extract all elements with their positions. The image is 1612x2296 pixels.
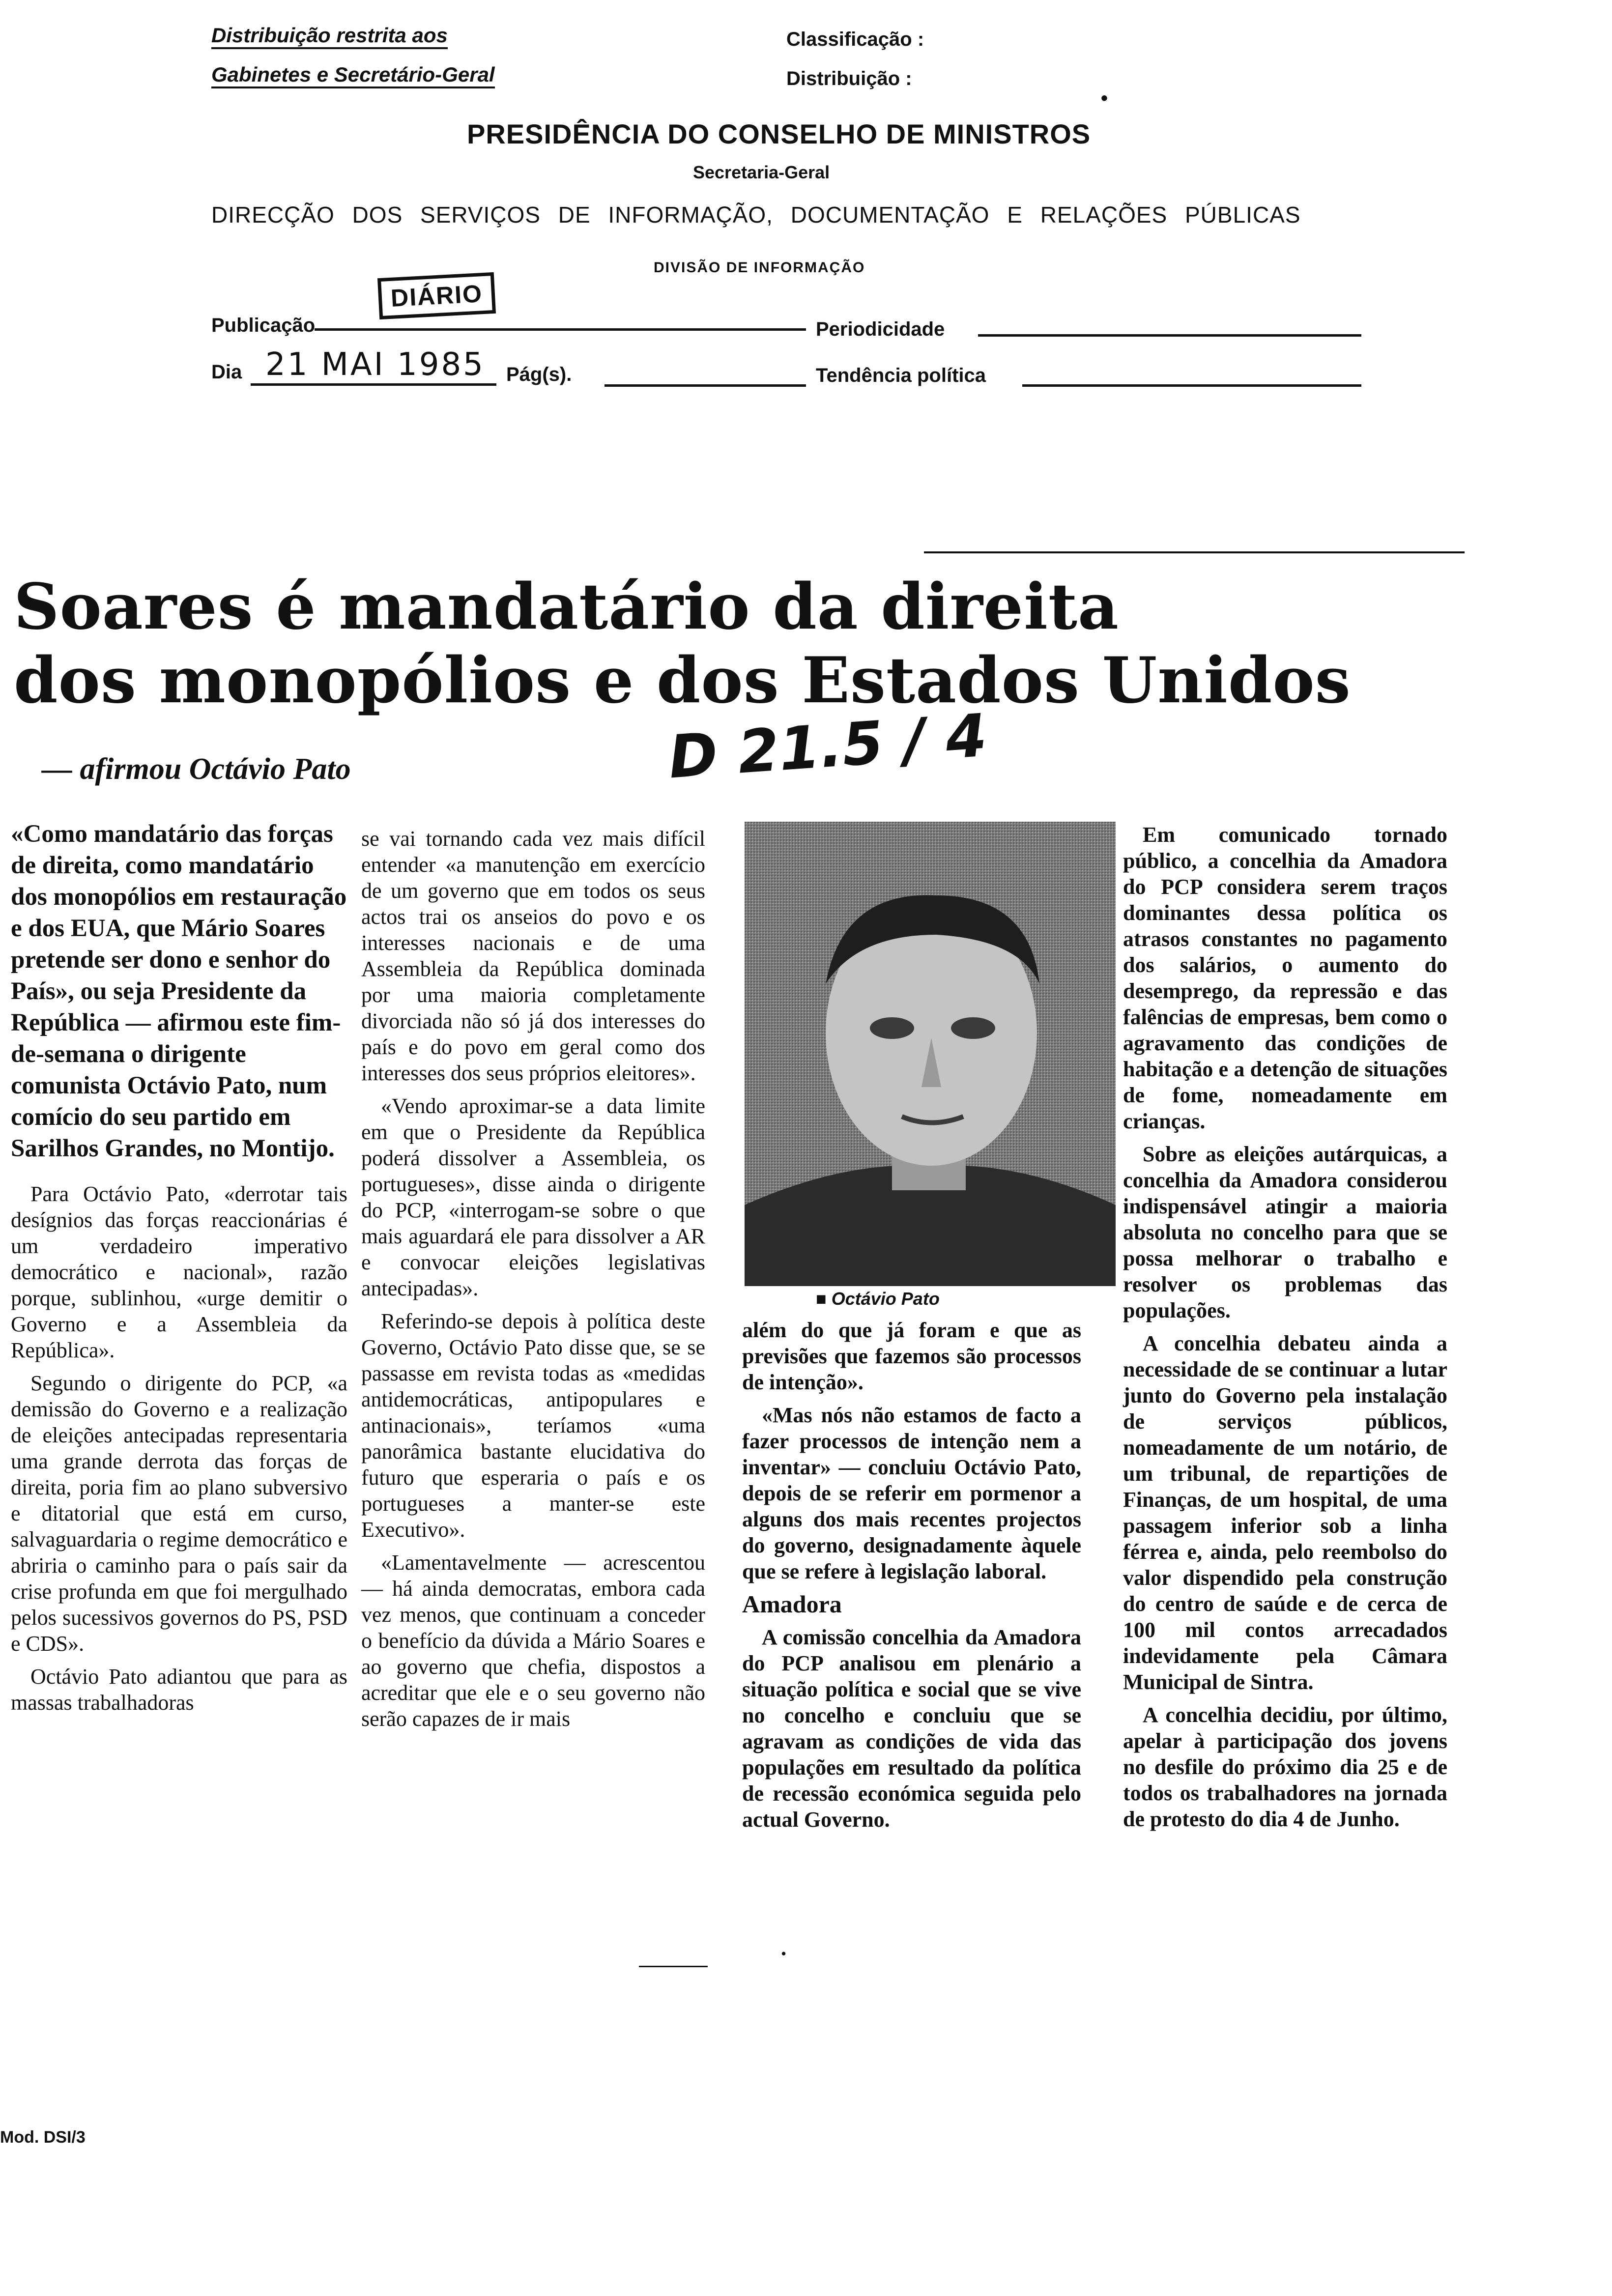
col1-paragraph: Para Octávio Pato, «derrotar tais desígnios das forças reaccionárias é um verdadeiro imperativo democrático e nacional», razão porque, sublinhou, «urge demitir o Governo e a Assembleia da República». bbox=[11, 1182, 347, 1362]
restricted-line-2: Gabinetes e Secretário-Geral bbox=[211, 63, 495, 88]
col4-paragraph: A concelhia decidiu, por último, apelar à participação dos jovens no desfile do próximo dia 25 e de todos os trabalhadores na jornada de protesto do dia 4 de Junho. bbox=[1123, 1703, 1447, 1831]
portrait-photo bbox=[745, 822, 1116, 1286]
col2-paragraph: se vai tornando cada vez mais difícil entender «a manutenção em exercício de um governo que em todos os seus actos trai os anseios do povo e os interesses nacionais e de uma Assembleia da República dominada por uma maioria completamente divorciada não só já dos interesses do país e do povo em geral como dos interesses dos seus próprios eleitores». bbox=[361, 827, 705, 1085]
divisao-label: DIVISÃO DE INFORMAÇÃO bbox=[654, 259, 865, 276]
dia-value: 21 MAI 1985 bbox=[265, 346, 485, 383]
form-code: Mod. DSI/3 bbox=[0, 2128, 86, 2147]
publicacao-stamp: DIÁRIO bbox=[377, 272, 496, 319]
photo-caption: ■ Octávio Pato bbox=[816, 1289, 940, 1309]
article-column-2 bbox=[361, 826, 705, 1739]
pag-line bbox=[604, 384, 806, 387]
headline-line-2: dos monopólios e dos Estados Unidos bbox=[14, 644, 1351, 718]
dia-label: Dia bbox=[211, 361, 242, 383]
col1-paragraph: Segundo o dirigente do PCP, «a demissão do Governo e a realização de eleições antecipadas representaria uma grande derrota das forças de direita, poria fim ao plano subversivo e ditatorial que está em curso, salvaguardaria o regime democrático e abriria o caminho para o país sair da crise profunda em que foi mergulhado pelos sucessivos governos do PS, PSD e CDS». bbox=[11, 1371, 347, 1656]
direccao-label: DIRECÇÃO DOS SERVIÇOS DE INFORMAÇÃO, DOCUMENTAÇÃO E RELAÇÕES PÚBLICAS bbox=[211, 202, 1301, 228]
portrait-illustration bbox=[745, 822, 1116, 1286]
subhead-amadora: Amadora bbox=[742, 1590, 842, 1618]
periodicidade-line bbox=[978, 334, 1361, 337]
tendencia-label: Tendência política bbox=[816, 365, 986, 386]
col2-end-rule bbox=[639, 1966, 708, 1967]
dia-line bbox=[251, 383, 496, 386]
article-column-1 bbox=[11, 818, 347, 1722]
article-column-4 bbox=[1123, 822, 1447, 1839]
document-title: PRESIDÊNCIA DO CONSELHO DE MINISTROS bbox=[467, 118, 1091, 149]
col4-paragraph: A concelhia debateu ainda a necessidade de se continuar a lutar junto do Governo pela instalação de serviços públicos, nomeadamente de um notário, de um tribunal, de repartições de Finanças, de um hospital, de uma passagem inferior sob a linha férrea e, ainda, pelo reembolso do valor dispendido pela construção do centro de saúde e de cerca de 100 mil contos arrecadados indevidamente pela Câmara Municipal de Sintra. bbox=[1123, 1331, 1447, 1694]
periodicidade-label: Periodicidade bbox=[816, 318, 945, 340]
secretaria-label: Secretaria-Geral bbox=[693, 162, 830, 182]
byline: — afirmou Octávio Pato bbox=[42, 752, 351, 786]
col4-paragraph: Sobre as eleições autárquicas, a concelhia da Amadora considerou indispensável atingir a maioria absoluta no concelho para que se possa melhorar o trabalho e resolver os problemas das populações. bbox=[1123, 1142, 1447, 1322]
restricted-line-1: Distribuição restrita aos bbox=[211, 24, 448, 49]
publicacao-line bbox=[315, 328, 806, 331]
pag-label: Pág(s). bbox=[506, 364, 572, 385]
col3-paragraph: A comissão concelhia da Amadora do PCP analisou em plenário a situação política e social que se vive no concelho e concluiu que se agravam as condições de vida das populações em resultado da política de recessão económica seguida pelo actual Governo. bbox=[742, 1625, 1081, 1832]
mark-dot: • bbox=[1101, 87, 1108, 109]
col3-paragraph: «Mas nós não estamos de facto a fazer processos de intenção nem a inventar» — concluiu Octávio Pato, depois de se referir em pormenor a alguns dos mais recentes projectos do governo, designadamente àquele que se refere à legislação laboral. bbox=[742, 1403, 1081, 1583]
col2-paragraph: Referindo-se depois à política deste Governo, Octávio Pato disse que, se se passasse em revista todas as «medidas antidemocráticas, antipopulares e antinacionais», teríamos «uma panorâmica bastante elucidativa do futuro que esperaria o país e os portugueses a manter-se este Executivo». bbox=[361, 1309, 705, 1542]
article-lead: «Como mandatário das forças de direita, como mandatário dos monopólios em restauração e dos EUA, que Mário Soares pretende ser dono e senhor do País», ou seja Presidente da República — afirmou este fim-de-semana o dirigente comunista Octávio Pato, num comício do seu partido em Sarilhos Grandes, no Montijo. bbox=[11, 820, 347, 1162]
col2-paragraph: «Lamentavelmente — acrescentou — há ainda democratas, embora cada vez menos, que continuam a conceder o benefício da dúvida a Mário Soares e ao governo que chefia, dispostos a acreditar que ele e o seu governo não serão capazes de ir mais bbox=[361, 1550, 705, 1731]
headline-line-1: Soares é mandatário da direita bbox=[14, 570, 1119, 644]
distribuicao-label: Distribuição : bbox=[786, 68, 912, 89]
col3-paragraph: além do que já foram e que as previsões que fazemos são processos de intenção». bbox=[742, 1318, 1081, 1394]
classificacao-label: Classificação : bbox=[786, 29, 924, 50]
col2-paragraph: «Vendo aproximar-se a data limite em que o Presidente da República poderá dissolver a Assembleia, os portugueses», disse ainda o dirigente do PCP, «interrogam-se sobre o que mais aguardará ele para dissolver a AR e convocar eleições legislativas antecipadas». bbox=[361, 1094, 705, 1300]
headline-top-rule bbox=[924, 551, 1465, 553]
col4-paragraph: Em comunicado tornado público, a concelhia da Amadora do PCP considera serem traços dominantes dessa política os atrasos constantes no pagamento dos salários, o aumento do desemprego, da repressão e das falências de empresas, bem como o agravamento das condições de habitação e a detenção de situações de fome, nomeadamente em crianças. bbox=[1123, 823, 1447, 1133]
publicacao-label: Publicação bbox=[211, 315, 316, 336]
col3-end-dot: • bbox=[781, 1946, 786, 1961]
article-column-3 bbox=[742, 1317, 1081, 1839]
handwritten-annotation: D 21.5 / 4 bbox=[666, 701, 989, 792]
col1-paragraph: Octávio Pato adiantou que para as massas trabalhadoras bbox=[11, 1665, 347, 1715]
tendencia-line bbox=[1022, 384, 1361, 387]
